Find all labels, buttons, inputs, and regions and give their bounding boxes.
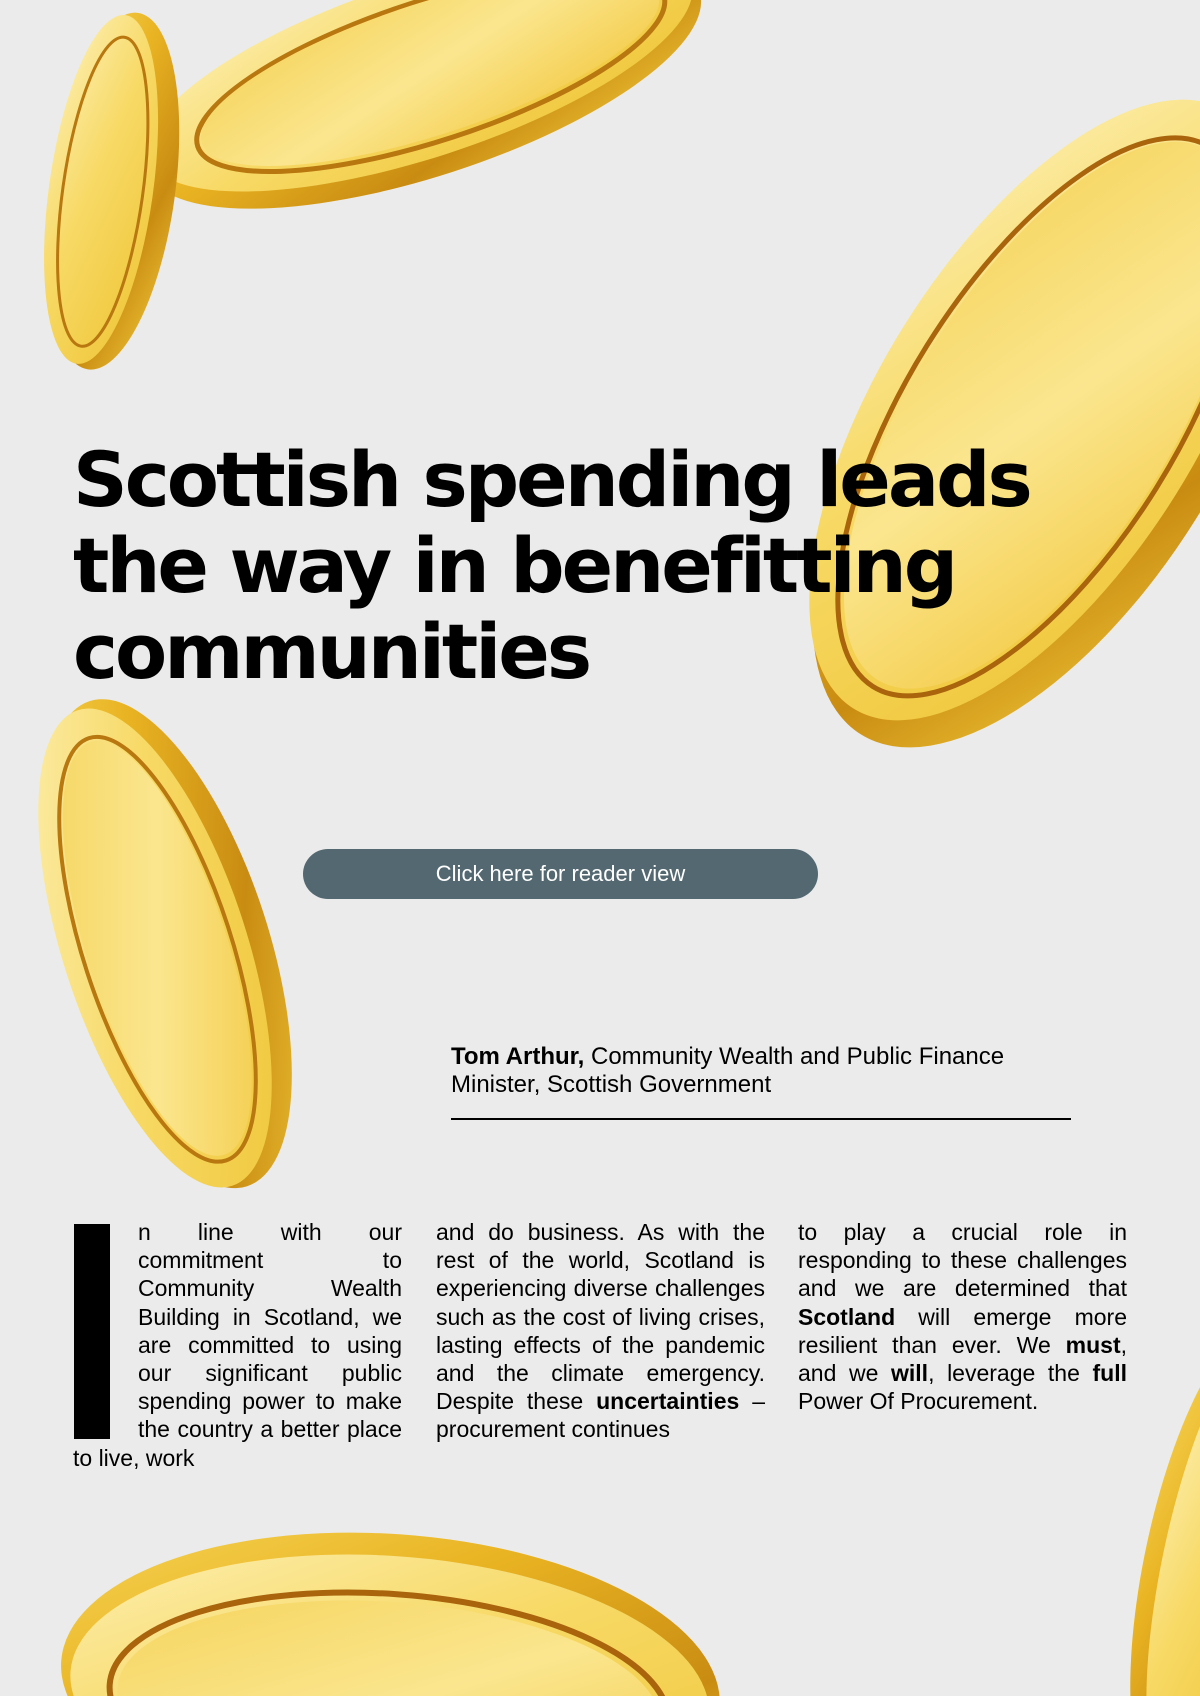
- column-3-text-e: , and we: [798, 1331, 1127, 1387]
- column-2-text-a: and do business. As with the rest of the world, Scotland is experiencing diverse challenges such as the cost of living crises, lasting effects of the pandemic and the climate emergency. Despite these: [436, 1219, 765, 1415]
- coin-right: [708, 27, 1200, 825]
- author-name: Tom Arthur,: [451, 1043, 585, 1070]
- headline-line-1: Scottish spending leads: [73, 435, 1030, 524]
- coin-bottom: [51, 1511, 730, 1696]
- byline-divider: [451, 1118, 1071, 1120]
- column-3-text-c: will emerge more resilient than ever. We: [798, 1303, 1127, 1358]
- column-3-bold-will: will: [891, 1360, 929, 1387]
- headline: [73, 437, 1073, 695]
- headline-line-3: communities: [73, 607, 590, 696]
- coin-top-left: [117, 0, 729, 261]
- column-3-text-i: Power Of Procurement.: [798, 1388, 1039, 1415]
- column-3-bold-must: must: [1065, 1331, 1121, 1358]
- column-1-text: n line with our commitment to Community Wealth Building in Scotland, we are committed to using our significant public spending power to make the country a better place to live, work: [73, 1219, 402, 1471]
- column-3-text-a: to play a crucial role in responding to these challenges and we are determined that: [798, 1219, 1127, 1302]
- drop-cap: [74, 1224, 110, 1439]
- article-column-2: [436, 1218, 765, 1444]
- column-3-text-g: , leverage the: [928, 1360, 1093, 1387]
- headline-line-2: the way in benefitting: [73, 521, 956, 610]
- reader-view-button[interactable]: Click here for reader view: [303, 849, 818, 899]
- coin-left-middle: [0, 670, 342, 1219]
- column-3-bold-full: full: [1092, 1360, 1127, 1387]
- article-column-1: [73, 1218, 402, 1472]
- coin-top-left-edge: [24, 4, 199, 378]
- article-column-3: [798, 1218, 1127, 1415]
- author-role-line-1: Community Wealth and Public Finance: [591, 1043, 1005, 1070]
- column-3-bold-scotland: Scotland: [798, 1303, 896, 1330]
- column-2-bold-uncertainties: uncertainties: [596, 1388, 740, 1415]
- author-role-line-2: Minister, Scottish Government: [451, 1071, 772, 1098]
- column-2-text-c: – procurement continues: [436, 1388, 766, 1443]
- byline: [451, 1043, 1071, 1099]
